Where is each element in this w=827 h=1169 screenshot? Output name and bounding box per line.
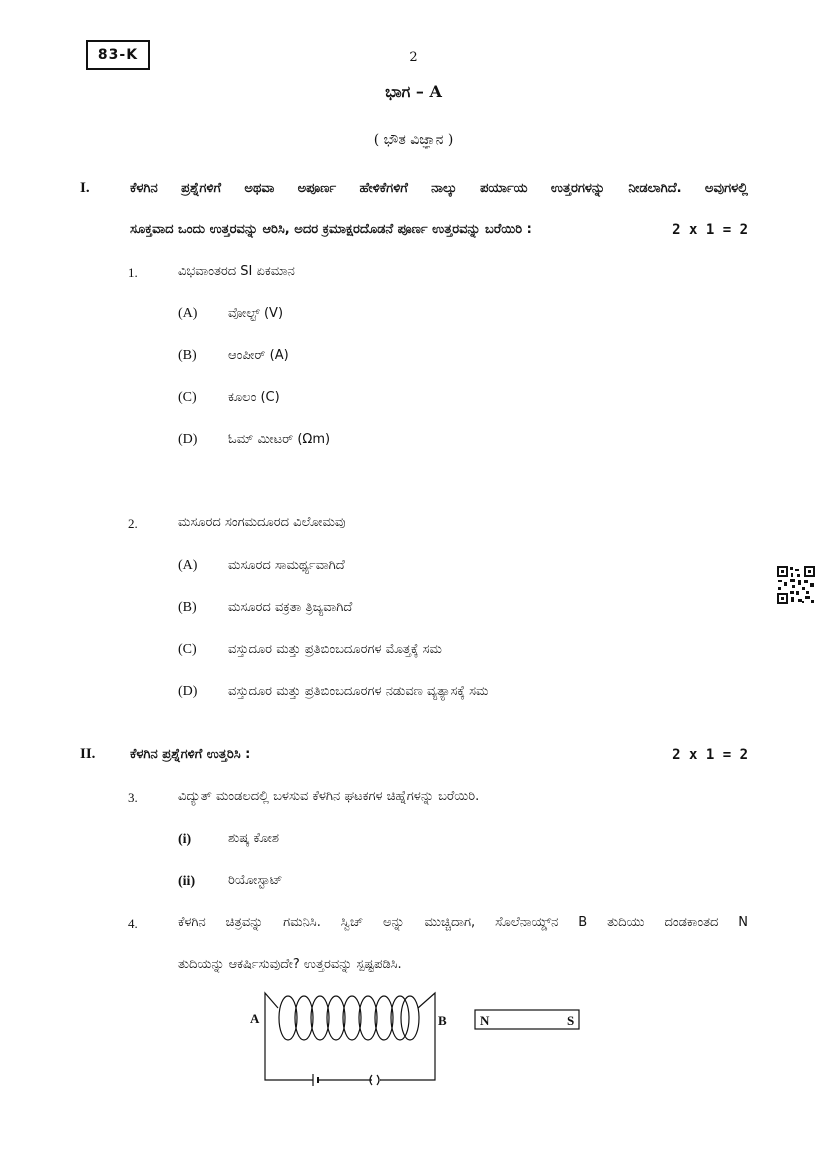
coil-loop [375, 996, 393, 1040]
q2-option-d-label: (D) [178, 684, 198, 699]
coil-loop [343, 996, 361, 1040]
q2-option-c-label: (C) [178, 642, 197, 657]
coil-loop [311, 996, 329, 1040]
question-4-text-line2: ತುದಿಯನ್ನು ಆಕರ್ಷಿಸುವುದೇ? ಉತ್ತರವನ್ನು ಸ್ಪಷ್ಟಪಡಿಸಿ. [178, 957, 402, 972]
subject-title: ( ಭೌತ ವಿಜ್ಞಾನ ) [373, 132, 454, 148]
magnet-north-label: N [480, 1013, 490, 1028]
question-2-text: ಮಸೂರದ ಸಂಗಮದೂರದ ವಿಲೋಮವು [178, 515, 346, 530]
q1-option-b-text: ಆಂಪೀರ್ (A) [228, 348, 289, 363]
q1-option-c-text: ಕೂಲಂ (C) [228, 390, 280, 405]
question-1-text: ವಿಭವಾಂತರದ SI ಏಕಮಾನ [178, 264, 295, 279]
coil-loop [327, 996, 345, 1040]
question-3-text: ವಿದ್ಯುತ್ ಮಂಡಲದಲ್ಲಿ ಬಳಸುವ ಕೆಳಗಿನ ಘಟಕಗಳ ಚಿಹ್ನೆಗಳನ್ನು ಬರೆಯಿರಿ. [178, 789, 480, 804]
q1-option-c-label: (C) [178, 390, 197, 405]
q3-item-i-label: (i) [178, 832, 192, 847]
section-1-instruction-line1: ಕೆಳಗಿನ ಪ್ರಶ್ನೆಗಳಿಗೆ ಅಥವಾ ಅಪೂರ್ಣ ಹೇಳಿಕೆಗಳಿಗೆ ನಾಲ್ಕು ಪರ್ಯಾಯ ಉತ್ತರಗಳನ್ನು ನೀಡಲಾಗಿದೆ. ಅವುಗಳಲ್ಲಿ [130, 181, 748, 196]
magnet-south-label: S [567, 1013, 575, 1028]
q3-item-ii-text: ರಿಯೋಸ್ಟಾಟ್ [228, 873, 283, 888]
q3-item-ii-label: (ii) [178, 874, 196, 889]
section-2-instruction: ಕೆಳಗಿನ ಪ್ರಶ್ನೆಗಳಿಗೆ ಉತ್ತರಿಸಿ : [130, 747, 251, 762]
paper-code-box: 83-K [86, 40, 150, 70]
section-1-number: I. [80, 180, 90, 196]
circuit-wire-left [265, 993, 313, 1080]
q2-option-c-text: ವಸ್ತುದೂರ ಮತ್ತು ಪ್ರತಿಬಿಂಬದೂರಗಳ ಮೊತ್ತಕ್ಕೆ ಸಮ [228, 642, 442, 657]
part-title: ಭಾಗ – A [385, 82, 442, 101]
question-1-number: 1. [128, 265, 138, 280]
solenoid-coil [279, 996, 419, 1040]
section-1-marks: 2 x 1 = 2 [672, 222, 748, 238]
bar-magnet [475, 1010, 579, 1029]
question-2-number: 2. [128, 516, 138, 531]
solenoid-end-a-label: A [250, 1011, 260, 1026]
solenoid-diagram [240, 988, 600, 1093]
question-4-number: 4. [128, 916, 138, 931]
question-3-number: 3. [128, 790, 138, 805]
q2-option-b-text: ಮಸೂರದ ವಕ್ರತಾ ತ್ರಿಜ್ಯವಾಗಿದೆ [228, 600, 353, 615]
coil-loop [295, 996, 313, 1040]
q1-option-d-label: (D) [178, 432, 198, 447]
coil-loop [359, 996, 377, 1040]
q2-option-a-text: ಮಸೂರದ ಸಾಮರ್ಥ್ಯವಾಗಿದೆ [228, 558, 345, 573]
section-2-marks: 2 x 1 = 2 [672, 747, 748, 763]
q1-option-a-text: ವೋಲ್ಟ್ (V) [228, 306, 284, 321]
q2-option-b-label: (B) [178, 600, 197, 615]
q1-option-d-text: ಓಮ್ ಮೀಟರ್ (Ωm) [228, 432, 331, 447]
coil-loop [391, 996, 409, 1040]
switch-right-arc [377, 1075, 379, 1085]
coil-loop [279, 996, 297, 1040]
solenoid-end-b-label: B [438, 1013, 447, 1028]
q1-option-a-label: (A) [178, 306, 198, 321]
coil-loop [401, 996, 419, 1040]
section-1-instruction-line2: ಸೂಕ್ತವಾದ ಒಂದು ಉತ್ತರವನ್ನು ಆರಿಸಿ, ಅದರ ಕ್ರಮಾಕ್ಷರದೊಡನೆ ಪೂರ್ಣ ಉತ್ತರವನ್ನು ಬರೆಯಿರಿ : [130, 222, 532, 237]
q2-option-a-label: (A) [178, 558, 198, 573]
q1-option-b-label: (B) [178, 348, 197, 363]
section-2-number: II. [80, 746, 96, 762]
qr-code-icon [776, 565, 816, 605]
question-4-text-line1: ಕೆಳಗಿನ ಚಿತ್ರವನ್ನು ಗಮನಿಸಿ. ಸ್ವಿಚ್ ಅನ್ನು ಮುಚ್ಚಿದಾಗ, ಸೊಲೆನಾಯ್ಡ್‌ನ B ತುದಿಯು ದಂಡಕಾಂತದ N [178, 915, 748, 930]
q2-option-d-text: ವಸ್ತುದೂರ ಮತ್ತು ಪ್ರತಿಬಿಂಬದೂರಗಳ ನಡುವಣ ವ್ಯತ್ಯಾಸಕ್ಕೆ ಸಮ [228, 684, 489, 699]
q3-item-i-text: ಶುಷ್ಕ ಕೋಶ [228, 831, 279, 846]
page-number: 2 [409, 50, 418, 65]
